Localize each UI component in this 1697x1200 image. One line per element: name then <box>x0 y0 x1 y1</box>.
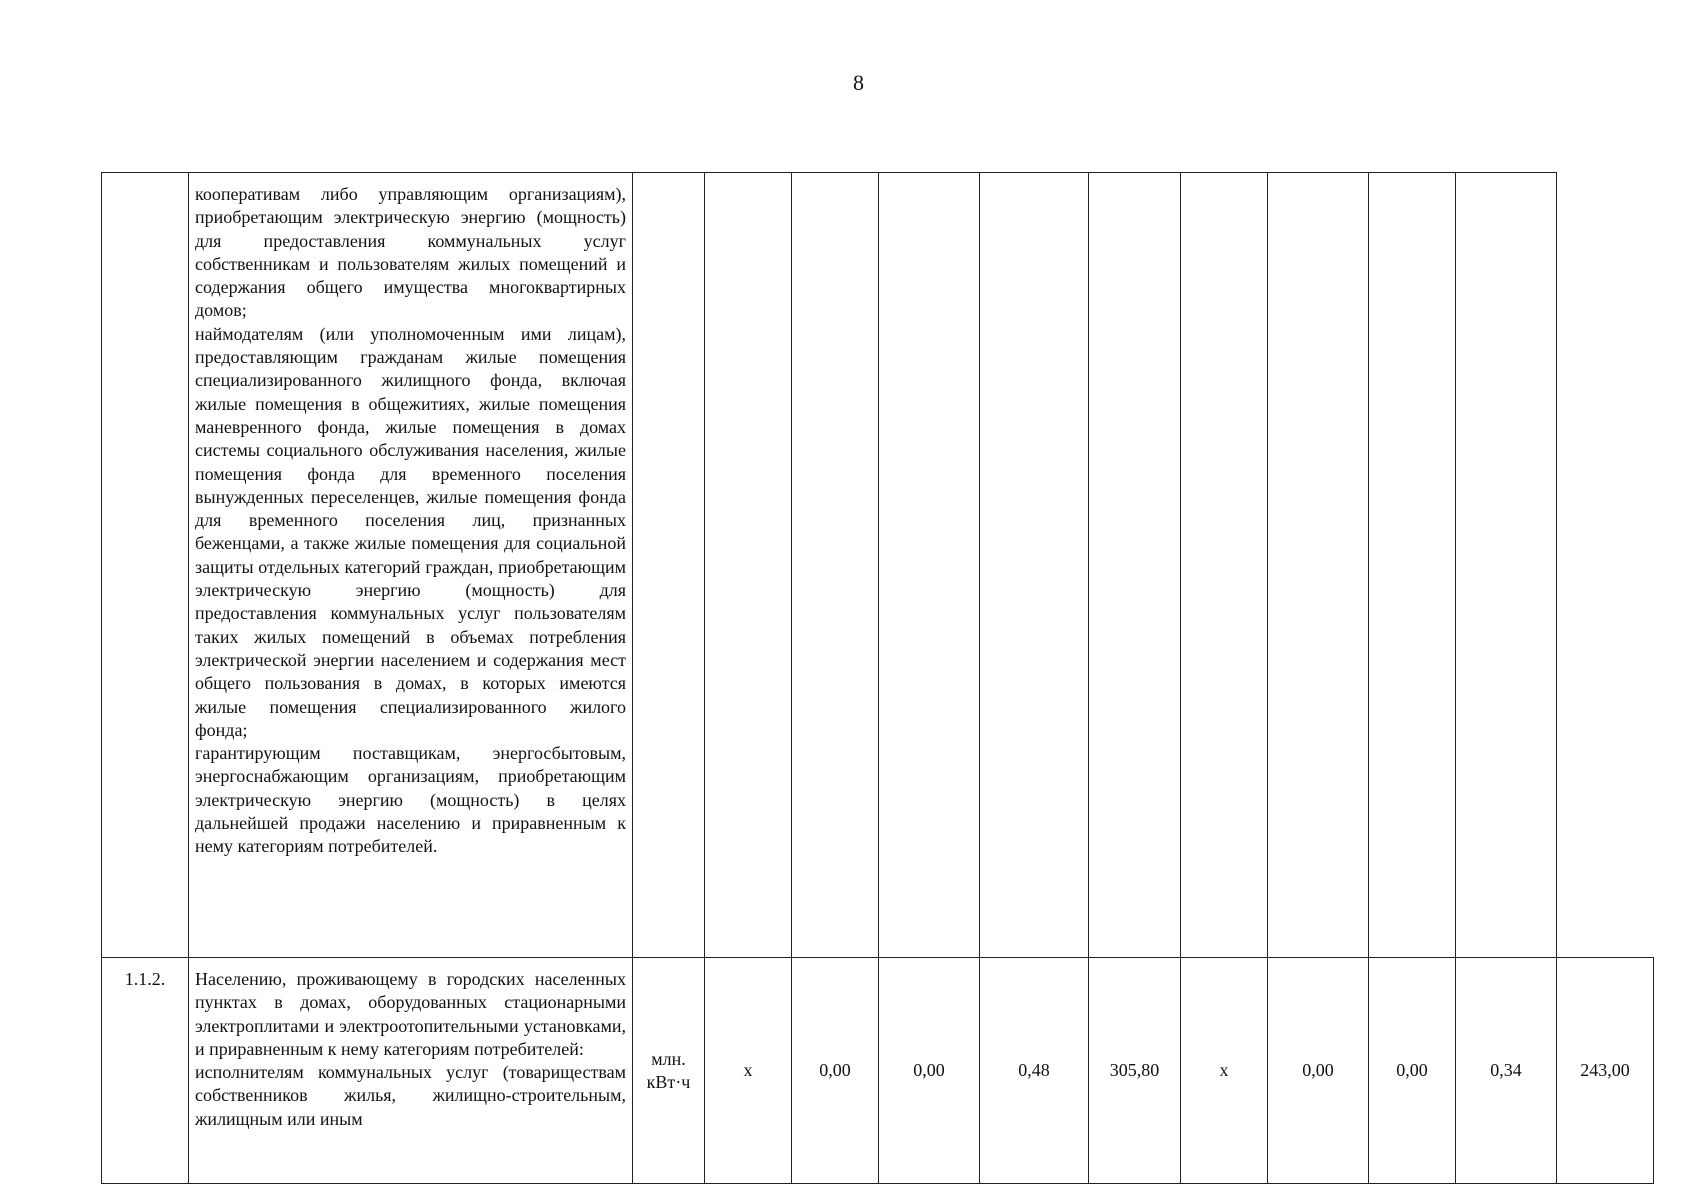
table-row-continued <box>102 173 1654 958</box>
unit-line: кВт·ч <box>646 1071 691 1092</box>
value-cell <box>1181 173 1268 958</box>
description-paragraph: гарантирующим поставщикам, энергосбытовым, энергоснабжающим организациям, приобретающим электрическую энергию (мощность) в целях дальнейшей продажи населению и приравненным к нему категориям потребителей. <box>195 743 626 857</box>
value-cell: 0,00 <box>1369 958 1456 1184</box>
unit-cell <box>633 958 705 1184</box>
value-cell: 305,80 <box>1089 958 1181 1184</box>
row-description-cell <box>189 958 633 1184</box>
value-cell: 243,00 <box>1557 958 1654 1184</box>
value-cell <box>792 173 879 958</box>
description-paragraph: Населению, проживающему в городских населенных пунктах в домах, оборудованных стационарными электроплитами и электроотопительными установками, и приравненным к нему категориям потребителей: <box>195 969 626 1059</box>
value-cell: х <box>705 958 792 1184</box>
description-paragraph: кооперативам либо управляющим организациям), приобретающим электрическую энергию (мощность) для предоставления коммунальных услуг собственникам и пользователям жилых помещений и содержания общего имущества многоквартирных домов; <box>195 184 626 321</box>
value-cell: 0,00 <box>792 958 879 1184</box>
description-paragraph: исполнителям коммунальных услуг (товариществам собственников жилья, жилищно-строительным, жилищным или иным <box>195 1062 626 1129</box>
value-cell: 0,48 <box>980 958 1089 1184</box>
value-cell: х <box>1181 958 1268 1184</box>
value-cell: 0,00 <box>1268 958 1369 1184</box>
value-cell <box>1369 173 1456 958</box>
value-cell <box>980 173 1089 958</box>
row-number-cell <box>102 173 189 958</box>
unit-cell <box>633 173 705 958</box>
value-cell <box>1268 173 1369 958</box>
value-cell <box>1089 173 1181 958</box>
value-cell: 0,00 <box>879 958 980 1184</box>
value-cell: 0,34 <box>1456 958 1557 1184</box>
description-paragraph: наймодателям (или уполномоченным ими лицам), предоставляющим гражданам жилые помещения специализированного жилищного фонда, включая жилые помещения в общежитиях, жилые помещения маневренного фонда, жилые помещения в домах системы социального обслуживания населения, жилые помещения фонда для временного поселения вынужденных переселенцев, жилые помещения фонда для временного поселения лиц, признанных беженцами, а также жилые помещения для социальной защиты отдельных категорий граждан, приобретающим электрическую энергию (мощность) для предоставления коммунальных услуг пользователям таких жилых помещений в объемах потребления электрической энергии населением и содержания мест общего пользования в домах, в которых имеются жилые помещения специализированного жилого фонда; <box>195 323 626 740</box>
unit-line: млн. <box>651 1048 686 1069</box>
value-cell <box>705 173 792 958</box>
value-cell <box>1456 173 1557 958</box>
value-cell <box>879 173 980 958</box>
table-row-1-1-2 <box>102 958 1654 1184</box>
row-description-cell <box>189 173 633 958</box>
row-number-cell: 1.1.2. <box>102 958 189 1184</box>
tariff-table <box>101 172 1654 1184</box>
page-number: 8 <box>853 70 864 95</box>
